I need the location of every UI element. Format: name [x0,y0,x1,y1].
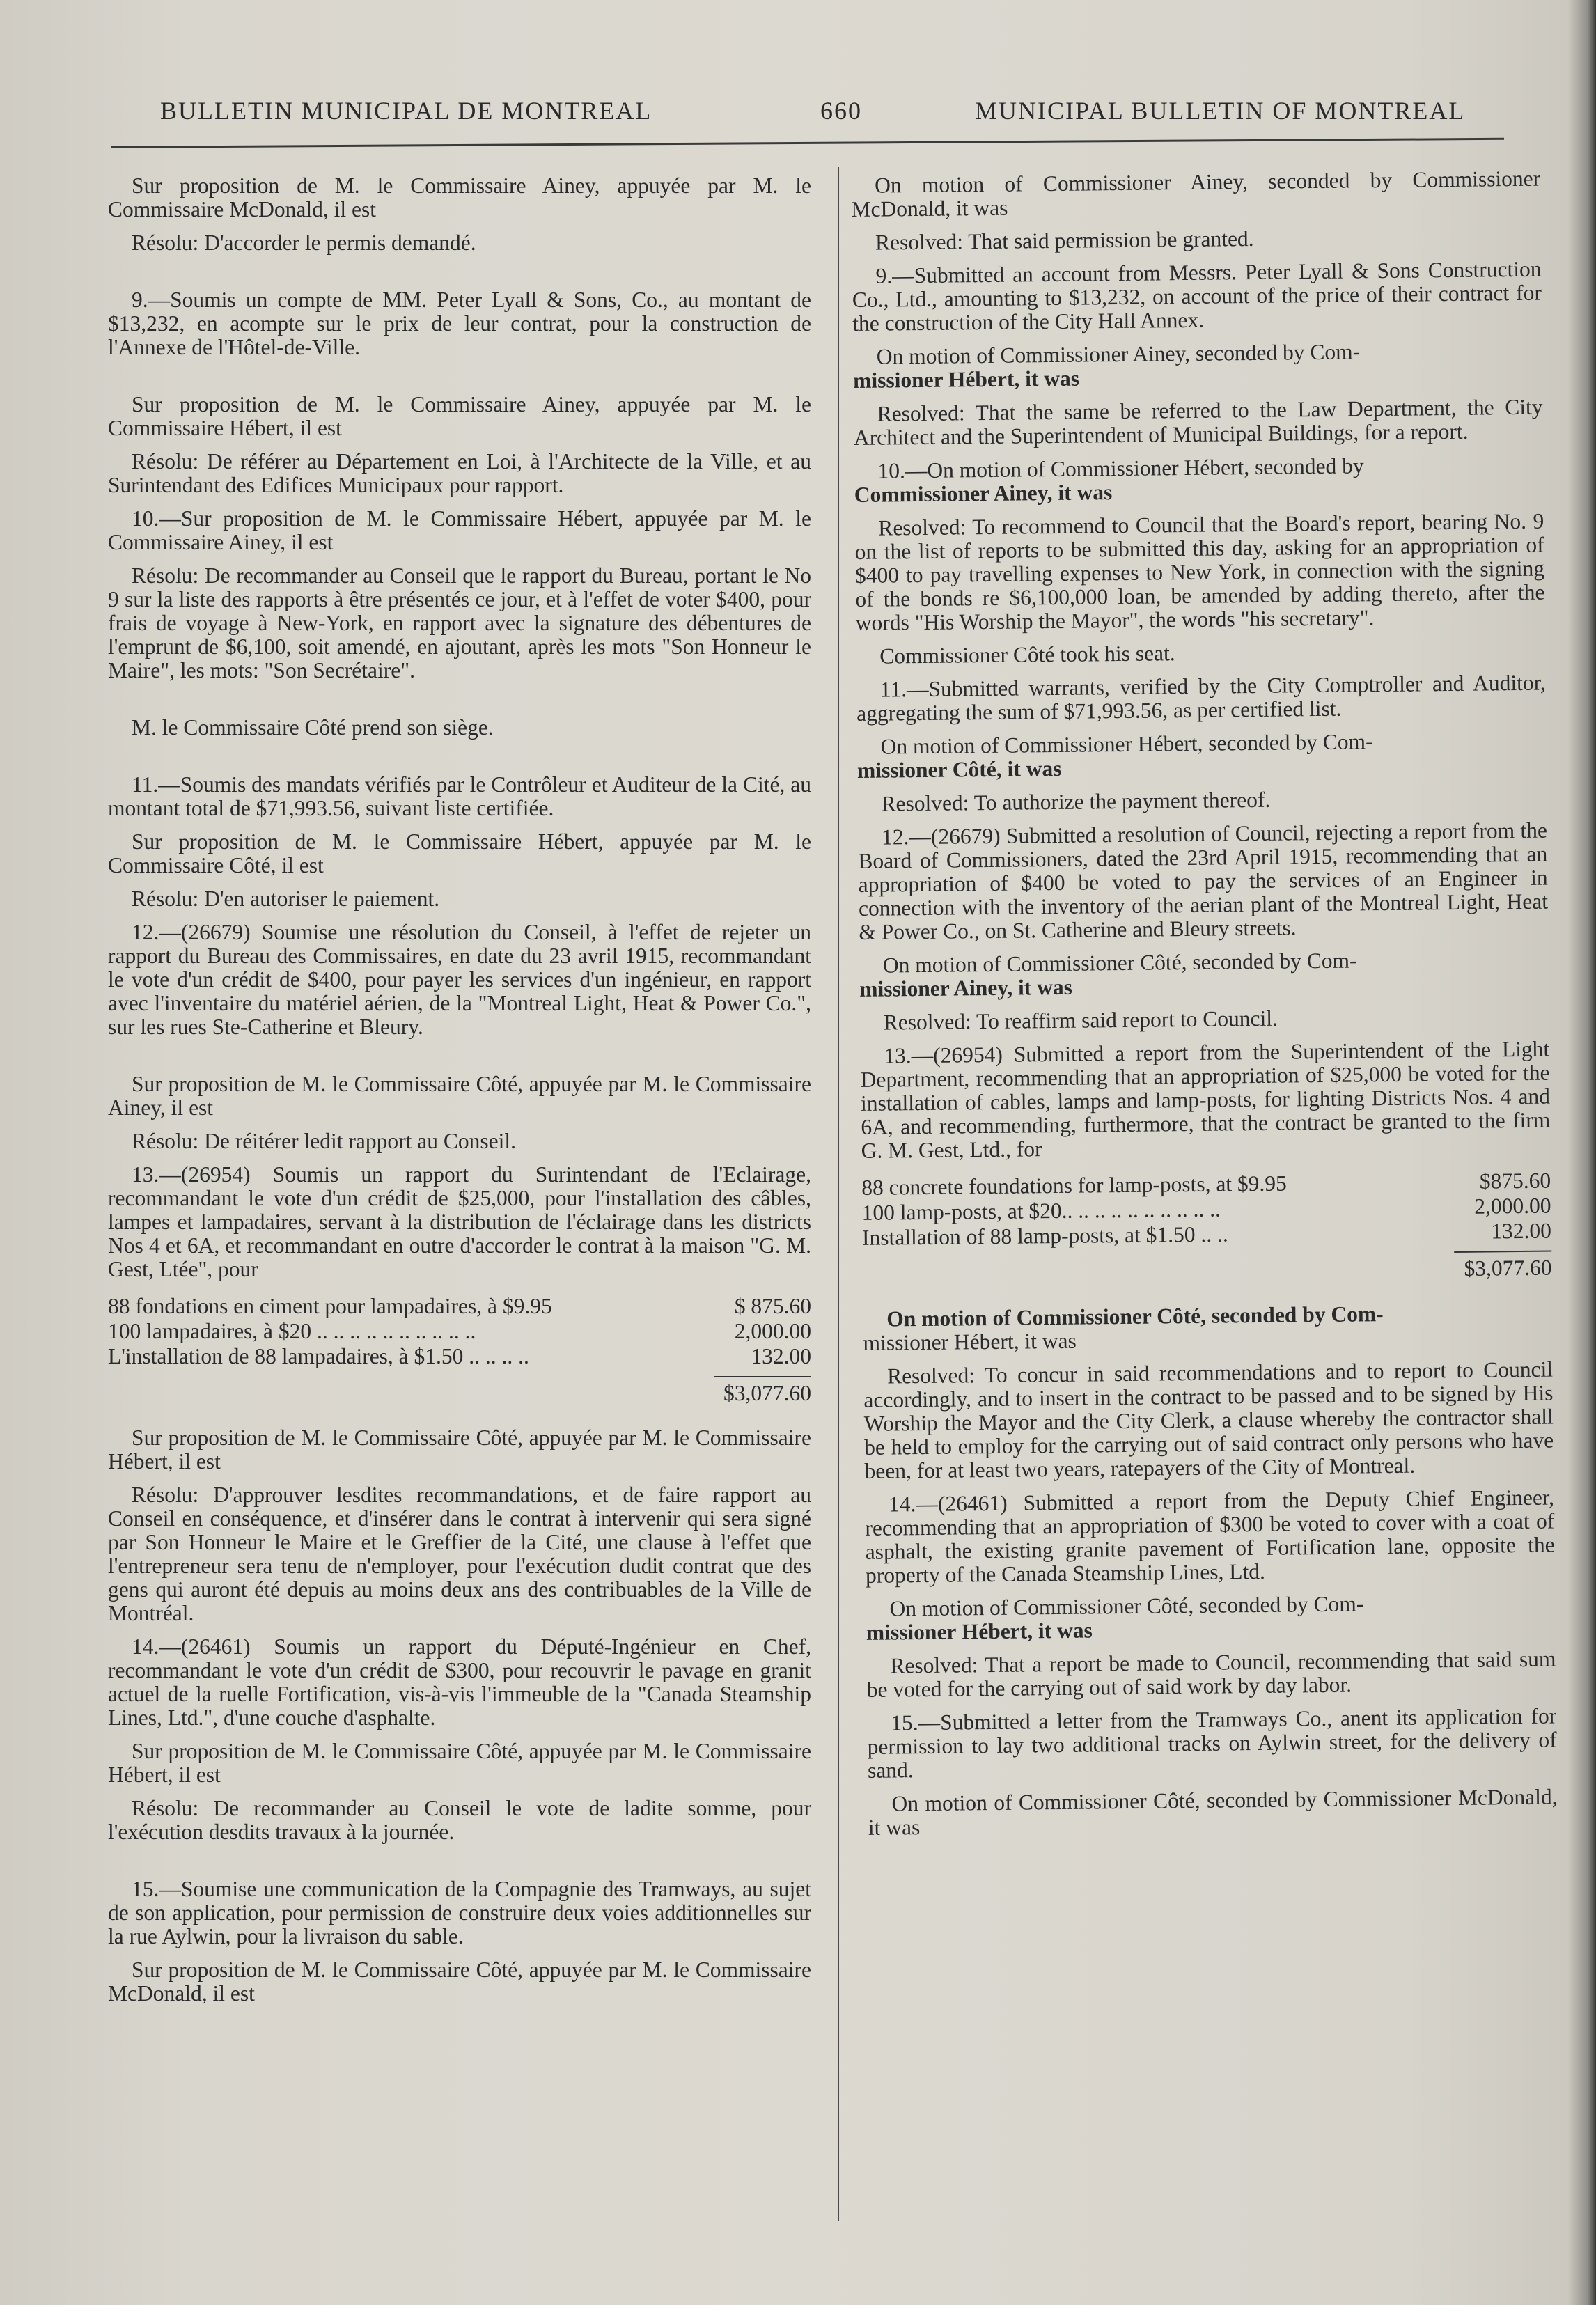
en-motion-5-line1: On motion of Commissioner Côté, seconded by Com- [882,948,1357,978]
en-resolution-1: Resolved: That said permission be granted. [875,226,1254,255]
fr-resolution-3: Résolu: De recommander au Conseil que le rapport du Bureau, portant le No 9 sur la liste des rapports à être présentés ce jour, et à l'effet de voter $400, pour frais de voyage à New-York, en rapport avec la signature des débentures de l'emprunt de $6,100, soit amendé, en ajoutant, après les mots "Son Honneur le Maire", les mots: "Son Secrétaire". [108,563,811,682]
fr-item-amount: $ 875.60 [734,1294,811,1318]
en-motion-4-line1: On motion of Commissioner Hébert, seconded by Com- [880,729,1373,759]
en-resolution-7: Resolved: That a report be made to Council, recommending that said sum be voted for the carrying out of said work by day labor. [866,1646,1556,1702]
page-header [111,96,1504,138]
table-row [108,1294,811,1319]
en-motion-7-line2: missioner Hébert, it was [866,1618,1093,1645]
fr-motion-6: Sur proposition de M. le Commissaire Côté, appuyée par M. le Commissaire Hébert, il est [108,1425,811,1474]
en-item-amount: $875.60 [1479,1168,1551,1194]
fr-motion-8: Sur proposition de M. le Commissaire Côté, appuyée par M. le Commissaire McDonald, il est [108,1958,811,2006]
en-total: $3,077.60 [1464,1255,1552,1281]
en-motion-8: On motion of Commissioner Côté, seconded by Commissioner McDonald, it was [868,1784,1558,1840]
fr-item-11: 11.—Soumis des mandats vérifiés par le Contrôleur et Auditeur de la Cité, au montant total de $71,993.56, suivant liste certifiée. [108,772,811,820]
fr-item-10: 10.—Sur proposition de M. le Commissaire Hébert, appuyée par M. le Commissaire Ainey, il est [108,506,811,554]
en-motion-1: On motion of Commissioner Ainey, seconded by Commissioner McDonald, it was [851,166,1541,221]
fr-motion-2: Sur proposition de M. le Commissaire Ainey, appuyée par M. le Commissaire Hébert, il est [108,392,811,440]
fr-resolution-1: Résolu: D'accorder le permis demandé. [132,230,476,255]
en-motion-6 [863,1301,1553,1355]
header-right-title: MUNICIPAL BULLETIN OF MONTREAL [975,97,1466,125]
header-left-title: BULLETIN MUNICIPAL DE MONTREAL [160,97,652,125]
french-column [108,174,811,2015]
en-item-desc: 88 concrete foundations for lamp-posts, at $9.95 [861,1171,1288,1200]
en-item-10-line1: 10.—On motion of Commissioner Hébert, seconded by [877,453,1364,483]
en-motion-7 [866,1591,1556,1645]
en-item-9: 9.—Submitted an account from Messrs. Peter Lyall & Sons Construction Co., Ltd., amounting to $13,232, on account of the price of their contract for the construction of the City Hall Annex. [852,256,1542,336]
fr-item-desc: L'installation de 88 lampadaires, à $1.50 .. .. .. .. [108,1344,529,1368]
en-resolution-5: Resolved: To reaffirm said report to Council. [883,1006,1278,1035]
fr-motion-7: Sur proposition de M. le Commissaire Côté, appuyée par M. le Commissaire Hébert, il est [108,1739,811,1787]
fr-total-rule [714,1376,811,1377]
en-item-12: 12.—(26679) Submitted a resolution of Council, rejecting a report from the Board of Commissioners, dated the 23rd April 1915, recommending that an appropriation of $400 be voted to pay the services of an Engineer in connection with the inventory of the aerian plant of the Montreal Light, Heat & Power Co., on St. Catherine and Bleury streets. [858,818,1549,944]
en-tender-table [861,1169,1551,1251]
en-item-10-line2: Commissioner Ainey, it was [854,480,1113,507]
en-motion-6-line1: On motion of Commissioner Côté, seconded by Com- [886,1302,1384,1331]
en-item-14: 14.—(26461) Submitted a report from the Deputy Chief Engineer, recommending that an appropriation of $300 be voted to cover with a coat of asphalt, the existing granite pavement of Fortification lane, opposite the property of the Canada Steamship Lines, Ltd. [865,1485,1555,1588]
en-motion-2 [853,338,1543,393]
column-divider [838,167,839,2221]
en-motion-7-line1: On motion of Commissioner Côté, seconded by Com- [889,1591,1364,1621]
en-item-amount: 2,000.00 [1474,1193,1551,1219]
en-resolution-4: Resolved: To authorize the payment thereof. [881,787,1271,816]
fr-item-15: 15.—Soumise une communication de la Compagnie des Tramways, au sujet de son application, pour permission de construire deux voies additionnelles sur la rue Aylwin, pour la livraison du sable. [108,1877,811,1948]
fr-item-13: 13.—(26954) Soumis un rapport du Surintendant de l'Eclairage, recommandant le vote d'un crédit de $25,000, pour l'installation des câbles, lampes et lampadaires, servant à la distribution de l'éclairage dans les districts Nos 4 et 6A, et recommandant en outre d'accorder le contrat à la maison "G. M. Gest, Ltée", pour [108,1162,811,1281]
fr-item-12: 12.—(26679) Soumise une résolution du Conseil, à l'effet de rejeter un rapport du Bureau des Commissaires, en date du 23 avril 1915, recommandant le vote d'un crédit de $400, pour payer les services d'un ingénieur, en rapport avec l'inventaire du matériel aérien, de la "Montreal Light, Heat & Power Co.", sur les rues Ste-Catherine et Bleury. [108,920,811,1039]
fr-item-9: 9.—Soumis un compte de MM. Peter Lyall & Sons, Co., au montant de $13,232, en acompte sur le prix de leur contrat, pour la construction de l'Annexe de l'Hôtel-de-Ville. [108,288,811,359]
fr-motion-1: Sur proposition de M. le Commissaire Ainey, appuyée par M. le Commissaire McDonald, il est [108,173,811,221]
en-item-amount: 132.00 [1491,1218,1552,1244]
en-resolution-3: Resolved: To recommend to Council that the Board's report, bearing No. 9 on the list of reports to be submitted this day, asking for an appropriation of $400 to pay travelling expenses to New York, in connection with the signing of the bonds re $6,100,000 loan, be amended by adding thereto, after the words "His Worship the Mayor", the words "his secretary". [854,508,1545,635]
fr-item-amount: 132.00 [751,1344,811,1368]
table-row [108,1319,811,1344]
en-item-10 [854,453,1544,507]
en-motion-5 [859,947,1549,1001]
fr-item-desc: 88 fondations en ciment pour lampadaires, à $9.95 [108,1294,552,1318]
english-column [851,167,1558,1850]
page-edge-shadow [1568,0,1596,2305]
page-number: 660 [820,97,862,125]
en-motion-4-line2: missioner Côté, it was [856,756,1062,783]
fr-tender-table [108,1294,811,1369]
en-item-11: 11.—Submitted warrants, verified by the City Comptroller and Auditor, aggregating the sum of $71,993.56, as per certified list. [856,670,1546,726]
en-item-15: 15.—Submitted a letter from the Tramways Co., anent its application for permission to lay two additional tracks on Aylwin street, for the delivery of sand. [867,1703,1557,1783]
table-row [108,1344,811,1369]
en-item-13: 13.—(26954) Submitted a report from the Superintendent of the Light Department, recommending that an appropriation of $25,000 be voted for the installation of cables, lamps and lamp-posts, for lighting Districts Nos. 4 and 6A, and recommending, furthermore, that the contract be granted to the firm G. M. Gest, Ltd., for [860,1036,1551,1163]
fr-item-amount: 2,000.00 [734,1319,811,1343]
fr-motion-4: Sur proposition de M. le Commissaire Hébert, appuyée par M. le Commissaire Côté, il est [108,829,811,877]
en-note-seat: Commissioner Côté took his seat. [879,641,1175,669]
en-item-desc: Installation of 88 lamp-posts, at $1.50 .. .. [861,1221,1228,1250]
en-motion-4 [856,728,1547,783]
fr-resolution-4: Résolu: D'en autoriser le paiement. [132,886,440,911]
fr-resolution-7: Résolu: De recommander au Conseil le vote de ladite somme, pour l'exécution desdits travaux à la journée. [108,1796,811,1844]
en-motion-2-line2: missioner Hébert, it was [852,366,1080,393]
fr-resolution-5: Résolu: De réitérer ledit rapport au Conseil. [132,1129,516,1153]
en-motion-6-line2: missioner Hébert, it was [863,1328,1077,1355]
en-resolution-6: Resolved: To concur in said recommendations and to report to Council accordingly, and to insert in the contract to be passed and to be signed by His Worship the Mayor and the City Clerk, a clause whereby the contractor shall be held to employ for the carrying out of said contract only persons who have been, for at least two years, ratepayers of the City of Montreal. [863,1357,1554,1483]
en-resolution-2: Resolved: That the same be referred to the Law Department, the City Architect and the Superintendent of Municipal Buildings, for a report. [853,394,1543,450]
en-total-rule [1454,1251,1551,1253]
fr-item-14: 14.—(26461) Soumis un rapport du Député-Ingénieur en Chef, recommandant le vote d'un crédit de $300, pour recouvrir le pavage en granit actuel de la ruelle Fortification, vis-à-vis l'immeuble de la "Canada Steamship Lines, Ltd.", d'une couche d'asphalte. [108,1634,811,1730]
fr-note-seat: M. le Commissaire Côté prend son siège. [132,715,494,740]
fr-item-desc: 100 lampadaires, à $20 .. .. .. .. .. .. .. .. .. .. [108,1319,476,1343]
fr-resolution-2: Résolu: De référer au Département en Loi, à l'Architecte de la Ville, et au Surintendant des Edifices Municipaux pour rapport. [108,449,811,497]
fr-motion-5: Sur proposition de M. le Commissaire Côté, appuyée par M. le Commissaire Ainey, il est [108,1072,811,1120]
header-rule [111,138,1504,148]
en-motion-5-line2: missioner Ainey, it was [859,974,1073,1001]
en-motion-2-line1: On motion of Commissioner Ainey, seconded by Com- [876,339,1361,369]
fr-total: $3,077.60 [723,1381,811,1405]
fr-resolution-6: Résolu: D'approuver lesdites recommandations, et de faire rapport au Conseil en conséquence, et d'insérer dans le contrat à intervenir qui sera signé par Son Honneur le Maire et le Greffier de la Cité, une clause à l'effet que l'entrepreneur sera tenu de n'employer, pour l'exécution dudit contrat que des gens qui auront été depuis au moins deux ans des contribuables de la Ville de Montréal. [108,1483,811,1625]
en-item-desc: 100 lamp-posts, at $20.. .. .. .. .. .. .. .. .. .. [861,1196,1221,1225]
